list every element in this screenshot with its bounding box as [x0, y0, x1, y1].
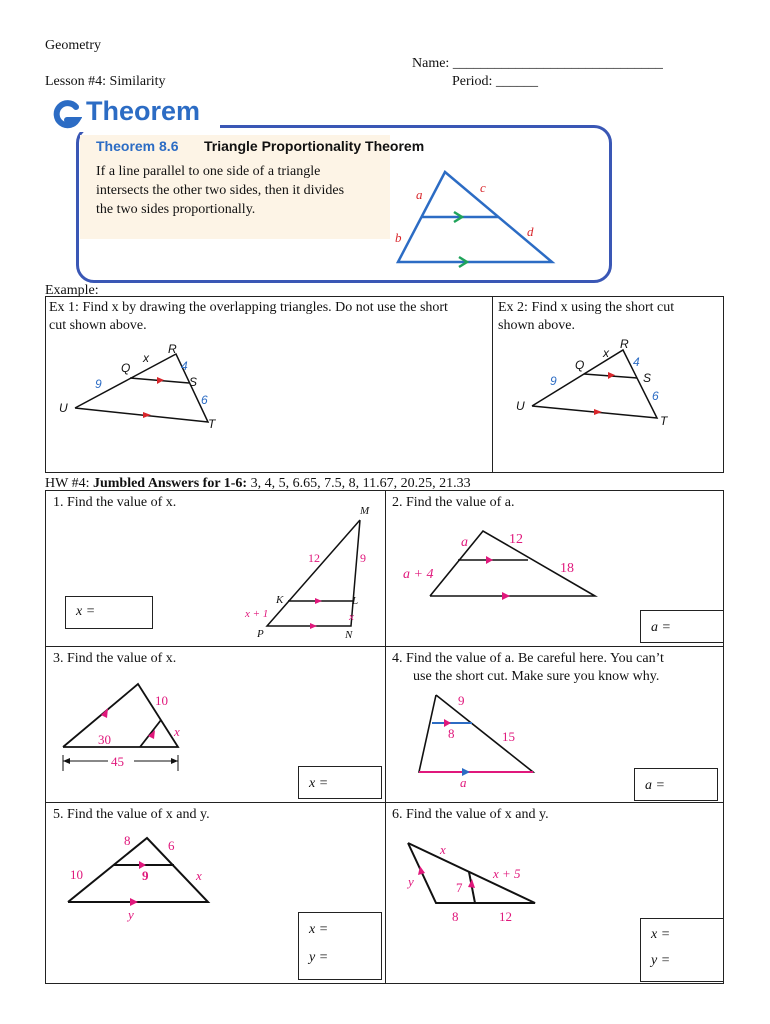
course-title: Geometry	[45, 38, 101, 53]
example-2-prompt-line2: shown above.	[498, 318, 575, 333]
problem-1-answer-box[interactable]	[65, 596, 153, 629]
problem-5-answer-x-label: x =	[309, 922, 329, 937]
theorem-label-a: a	[416, 187, 423, 202]
p6-label-x: x	[440, 842, 446, 857]
lesson-title: Lesson #4: Similarity	[45, 74, 166, 89]
ex2-label-T: T	[660, 414, 668, 428]
problem-6-answer-box[interactable]	[640, 918, 724, 982]
ex2-label-x: x	[603, 346, 609, 360]
problem-5-figure	[62, 830, 222, 925]
problem-5-answer-y-label: y =	[309, 950, 329, 965]
p6-label-x-plus-5: x + 5	[493, 866, 521, 881]
example-heading: Example:	[45, 283, 99, 298]
problem-5-prompt: 5. Find the value of x and y.	[53, 807, 210, 822]
ex2-label-U: U	[516, 399, 525, 413]
theorem-statement-line1: If a line parallel to one side of a triangle	[96, 164, 321, 179]
theorem-triangle-figure	[390, 160, 570, 270]
problem-6-answer-x-label: x =	[651, 927, 671, 942]
problem-1-figure	[240, 500, 380, 645]
p5-label-6: 6	[168, 838, 175, 853]
ex1-label-U: U	[59, 401, 68, 415]
problem-2-figure	[398, 525, 608, 605]
ex1-label-T: T	[208, 417, 216, 431]
example-1-prompt-line2: cut shown above.	[49, 318, 147, 333]
problem-1-prompt: 1. Find the value of x.	[53, 495, 177, 510]
theorem-label-d: d	[527, 224, 534, 239]
p1-label-x: x	[349, 611, 354, 623]
problem-2-answer-box[interactable]	[640, 610, 724, 643]
p6-label-7: 7	[456, 880, 463, 895]
problem-4-prompt-line2: use the short cut. Make sure you know why.	[413, 669, 660, 684]
p5-label-8: 8	[124, 833, 131, 848]
ex2-label-Q: Q	[575, 358, 585, 372]
problem-4-answer-box[interactable]	[634, 768, 718, 801]
theorem-label-c: c	[480, 180, 486, 195]
hw-heading-bold: Jumbled Answers for 1-6:	[92, 476, 248, 491]
p1-label-x-plus-1: x + 1	[245, 608, 269, 620]
problem-5-answer-box[interactable]	[298, 912, 382, 980]
ex2-label-4: 4	[633, 355, 640, 369]
hw-heading-prefix: HW #4:	[45, 476, 90, 491]
p6-label-12: 12	[499, 909, 512, 924]
theorem-logo-text: Theorem	[86, 96, 201, 126]
ex2-label-R: R	[620, 337, 629, 351]
ex2-label-9: 9	[550, 374, 557, 388]
example-2-figure	[512, 336, 692, 436]
p1-label-N: N	[345, 629, 353, 641]
ex1-label-Q: Q	[121, 361, 131, 375]
theorem-logo-icon	[52, 100, 82, 130]
ex1-label-4: 4	[181, 359, 188, 373]
theorem-title: Triangle Proportionality Theorem	[204, 138, 425, 154]
example-1-figure	[55, 338, 235, 438]
period-field-label: Period: ______	[452, 74, 538, 89]
p4-label-15: 15	[502, 729, 515, 744]
p4-label-a: a	[460, 775, 467, 790]
p1-label-12: 12	[308, 551, 320, 565]
p4-label-9: 9	[458, 693, 465, 708]
problem-2-answer-label: a =	[651, 620, 671, 635]
p3-label-x: x	[174, 724, 180, 739]
problem-6-answer-y-label: y =	[651, 953, 671, 968]
p1-label-L: L	[352, 595, 359, 607]
p1-label-P: P	[257, 628, 264, 640]
p2-label-a: a	[461, 535, 468, 550]
p2-label-a-plus-4: a + 4	[403, 567, 434, 582]
name-field-label: Name: ______________________________	[412, 56, 663, 71]
problem-3-answer-label: x =	[309, 776, 329, 791]
p1-label-9: 9	[360, 551, 366, 565]
p1-label-K: K	[276, 594, 284, 606]
p5-label-x: x	[196, 868, 202, 883]
p3-label-10: 10	[155, 693, 168, 708]
hw-jumbled-answers: 3, 4, 5, 6.65, 7.5, 8, 11.67, 20.25, 21.33	[247, 476, 471, 491]
p2-label-12: 12	[509, 532, 523, 547]
ex1-label-S: S	[189, 375, 198, 389]
theorem-statement-line3: the two sides proportionally.	[96, 202, 256, 217]
ex1-label-9: 9	[95, 377, 102, 391]
p6-label-y: y	[408, 874, 414, 889]
example-1-prompt-line1: Ex 1: Find x by drawing the overlapping triangles. Do not use the short	[49, 300, 448, 315]
problem-6-prompt: 6. Find the value of x and y.	[392, 807, 549, 822]
problem-3-prompt: 3. Find the value of x.	[53, 651, 177, 666]
problem-1-answer-label: x =	[76, 604, 96, 619]
p1-label-M: M	[360, 505, 370, 517]
problem-4-prompt-line1: 4. Find the value of a. Be careful here. You can’t	[392, 651, 664, 666]
p3-label-30: 30	[98, 732, 111, 747]
p5-label-y: y	[128, 907, 134, 922]
ex1-label-x: x	[143, 351, 149, 365]
theorem-label-b: b	[395, 230, 402, 245]
problem-6-figure	[398, 835, 548, 930]
problem-2-prompt: 2. Find the value of a.	[392, 495, 515, 510]
ex1-label-6: 6	[201, 393, 208, 407]
p5-label-9: 9	[142, 868, 149, 883]
ex1-label-R: R	[168, 342, 177, 356]
p3-label-45: 45	[111, 754, 124, 769]
ex2-label-6: 6	[652, 389, 659, 403]
problem-3-figure	[58, 676, 198, 776]
ex2-label-S: S	[643, 371, 652, 385]
theorem-logo	[52, 98, 220, 132]
p5-label-10: 10	[70, 867, 83, 882]
problem-4-figure	[410, 688, 550, 793]
p2-label-18: 18	[560, 561, 574, 576]
example-2-prompt-line1: Ex 2: Find x using the short cut	[498, 300, 675, 315]
problem-4-answer-label: a =	[645, 778, 665, 793]
problem-3-answer-box[interactable]	[298, 766, 382, 799]
p6-label-8: 8	[452, 909, 459, 924]
p4-label-8: 8	[448, 726, 455, 741]
theorem-statement-line2: intersects the other two sides, then it divides	[96, 183, 345, 198]
theorem-number: Theorem 8.6	[96, 138, 179, 154]
